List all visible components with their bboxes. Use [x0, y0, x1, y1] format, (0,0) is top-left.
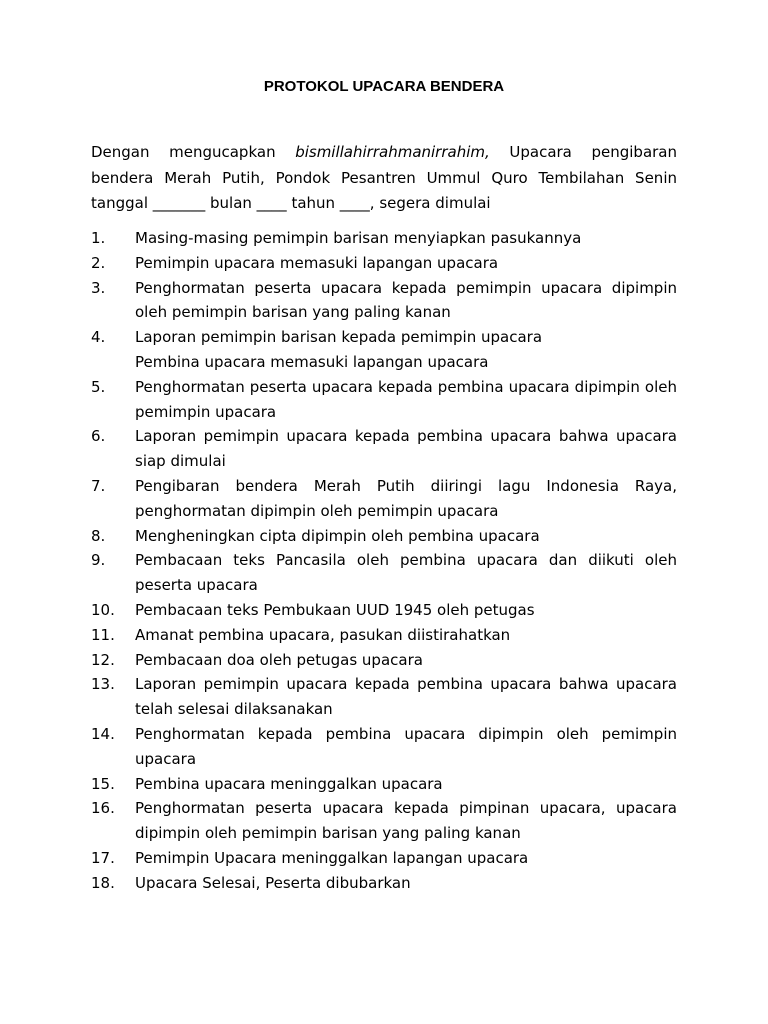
- item-text: Pembacaan doa oleh petugas upacara: [135, 650, 423, 669]
- item-number: 5.: [91, 377, 106, 396]
- list-item: [91, 474, 677, 524]
- item-text: Pemimpin Upacara meninggalkan lapangan upacara: [135, 848, 529, 867]
- item-number: 2.: [91, 253, 106, 272]
- item-number: 3.: [91, 278, 106, 297]
- item-text: Pengibaran bendera Merah Putih diiringi lagu Indonesia Raya, penghormatan dipimpin oleh pemimpin upacara: [135, 476, 677, 520]
- item-text: Laporan pemimpin upacara kepada pembina upacara bahwa upacara telah selesai dilaksanakan: [135, 675, 677, 719]
- item-number: 10.: [91, 600, 115, 619]
- item-number: 9.: [91, 551, 106, 570]
- list-item: [91, 251, 677, 276]
- list-item: [91, 325, 677, 375]
- item-subtext: Pembina upacara memasuki lapangan upacara: [135, 352, 489, 371]
- list-item: [91, 722, 677, 772]
- list-item: [91, 424, 677, 474]
- intro-text-end: Upacara pengibaran bendera Merah Putih, Pondok Pesantren Ummul Quro Tembilahan Senin tanggal _______ bulan ____ tahun ____, segera dimulai: [91, 143, 677, 212]
- item-number: 7.: [91, 476, 106, 495]
- item-number: 16.: [91, 799, 115, 818]
- item-number: 15.: [91, 774, 115, 793]
- list-item: [91, 548, 677, 598]
- list-item: [91, 796, 677, 846]
- list-item: [91, 871, 677, 896]
- list-item: [91, 375, 677, 425]
- list-item: [91, 276, 677, 326]
- document-title: PROTOKOL UPACARA BENDERA: [263, 78, 505, 95]
- list-item: [91, 598, 677, 623]
- item-text: Amanat pembina upacara, pasukan diistirahatkan: [135, 625, 511, 644]
- item-number: 17.: [91, 848, 115, 867]
- item-number: 12.: [91, 650, 115, 669]
- item-text: Penghormatan peserta upacara kepada pembina upacara dipimpin oleh pemimpin upacara: [135, 377, 677, 421]
- item-text: Pemimpin upacara memasuki lapangan upacara: [135, 253, 499, 272]
- item-number: 13.: [91, 675, 115, 694]
- item-text-group: [135, 325, 677, 375]
- list-item: [91, 623, 677, 648]
- list-item: [91, 524, 677, 549]
- intro-text-start: Dengan mengucapkan: [91, 143, 296, 161]
- list-item: [91, 672, 677, 722]
- list-item: [91, 846, 677, 871]
- item-text: Pembacaan teks Pancasila oleh pembina upacara dan diikuti oleh peserta upacara: [135, 551, 677, 595]
- protocol-list: [91, 226, 677, 896]
- item-text: Penghormatan peserta upacara kepada pimpinan upacara, upacara dipimpin oleh pemimpin barisan yang paling kanan: [135, 799, 677, 843]
- item-number: 14.: [91, 724, 115, 743]
- list-item: [91, 226, 677, 251]
- item-number: 1.: [91, 229, 106, 247]
- item-text: Laporan pemimpin barisan kepada pemimpin upacara: [135, 328, 543, 347]
- item-text: Mengheningkan cipta dipimpin oleh pembina upacara: [135, 526, 540, 545]
- list-item: [91, 772, 677, 797]
- item-text: Pembina upacara meninggalkan upacara: [135, 774, 443, 793]
- intro-paragraph: [91, 140, 677, 217]
- item-number: 6.: [91, 427, 106, 446]
- item-text: Penghormatan peserta upacara kepada pemimpin upacara dipimpin oleh pemimpin barisan yang paling kanan: [135, 278, 677, 322]
- item-number: 8.: [91, 526, 106, 545]
- intro-italic-phrase: bismillahirrahmanirrahim,: [295, 143, 490, 161]
- item-number: 11.: [91, 625, 115, 644]
- item-text: Pembacaan teks Pembukaan UUD 1945 oleh petugas: [135, 600, 535, 619]
- list-item: [91, 648, 677, 673]
- item-number: 4.: [91, 328, 106, 347]
- item-text: Upacara Selesai, Peserta dibubarkan: [135, 873, 411, 892]
- item-text: Penghormatan kepada pembina upacara dipimpin oleh pemimpin upacara: [135, 724, 677, 768]
- item-text: Masing-masing pemimpin barisan menyiapkan pasukannya: [135, 229, 582, 247]
- item-text: Laporan pemimpin upacara kepada pembina upacara bahwa upacara siap dimulai: [135, 427, 677, 471]
- item-number: 18.: [91, 873, 115, 892]
